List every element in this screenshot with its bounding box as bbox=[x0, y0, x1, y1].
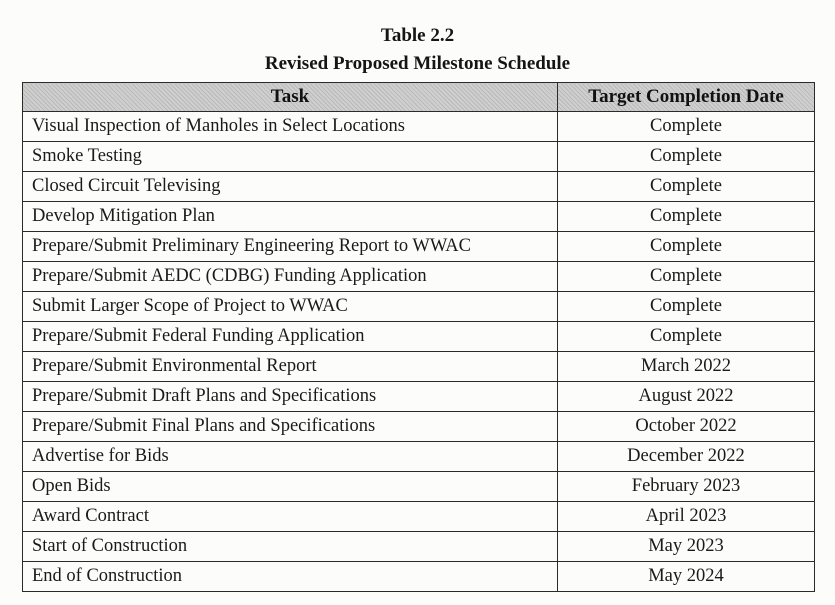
table-title: Revised Proposed Milestone Schedule bbox=[264, 53, 571, 74]
table-row bbox=[23, 562, 815, 592]
task-cell: Prepare/Submit AEDC (CDBG) Funding Application bbox=[23, 262, 558, 292]
table-row bbox=[23, 202, 815, 232]
task-cell: Award Contract bbox=[23, 502, 558, 532]
task-cell: Prepare/Submit Federal Funding Application bbox=[23, 322, 558, 352]
date-cell: May 2024 bbox=[558, 562, 815, 592]
table-number: Table 2.2 bbox=[380, 25, 455, 46]
date-cell: Complete bbox=[558, 262, 815, 292]
task-column-header: Task bbox=[23, 83, 558, 112]
table-row bbox=[23, 502, 815, 532]
table-row bbox=[23, 532, 815, 562]
table-row bbox=[23, 172, 815, 202]
date-cell: Complete bbox=[558, 292, 815, 322]
date-cell: Complete bbox=[558, 112, 815, 142]
table-row bbox=[23, 232, 815, 262]
date-cell: Complete bbox=[558, 322, 815, 352]
date-column-header: Target Completion Date bbox=[558, 83, 815, 112]
table-row bbox=[23, 112, 815, 142]
task-cell: Visual Inspection of Manholes in Select Locations bbox=[23, 112, 558, 142]
date-cell: Complete bbox=[558, 202, 815, 232]
header-row bbox=[23, 83, 815, 112]
task-cell: Prepare/Submit Final Plans and Specifications bbox=[23, 412, 558, 442]
date-cell: February 2023 bbox=[558, 472, 815, 502]
date-cell: March 2022 bbox=[558, 352, 815, 382]
milestone-schedule-table bbox=[22, 82, 815, 592]
task-cell: Open Bids bbox=[23, 472, 558, 502]
task-cell: Smoke Testing bbox=[23, 142, 558, 172]
task-cell: Prepare/Submit Draft Plans and Specifications bbox=[23, 382, 558, 412]
date-cell: Complete bbox=[558, 232, 815, 262]
task-cell: Develop Mitigation Plan bbox=[23, 202, 558, 232]
table-row bbox=[23, 352, 815, 382]
task-cell: Advertise for Bids bbox=[23, 442, 558, 472]
date-cell: October 2022 bbox=[558, 412, 815, 442]
table-row bbox=[23, 382, 815, 412]
table-row bbox=[23, 472, 815, 502]
task-cell: Start of Construction bbox=[23, 532, 558, 562]
table-row bbox=[23, 322, 815, 352]
task-cell: Closed Circuit Televising bbox=[23, 172, 558, 202]
table-row bbox=[23, 142, 815, 172]
task-cell: Prepare/Submit Preliminary Engineering Report to WWAC bbox=[23, 232, 558, 262]
date-cell: Complete bbox=[558, 172, 815, 202]
table-row bbox=[23, 412, 815, 442]
date-cell: May 2023 bbox=[558, 532, 815, 562]
table-row bbox=[23, 292, 815, 322]
table-row bbox=[23, 262, 815, 292]
task-cell: Submit Larger Scope of Project to WWAC bbox=[23, 292, 558, 322]
task-cell: End of Construction bbox=[23, 562, 558, 592]
date-cell: December 2022 bbox=[558, 442, 815, 472]
date-cell: April 2023 bbox=[558, 502, 815, 532]
task-cell: Prepare/Submit Environmental Report bbox=[23, 352, 558, 382]
date-cell: Complete bbox=[558, 142, 815, 172]
table-row bbox=[23, 442, 815, 472]
date-cell: August 2022 bbox=[558, 382, 815, 412]
